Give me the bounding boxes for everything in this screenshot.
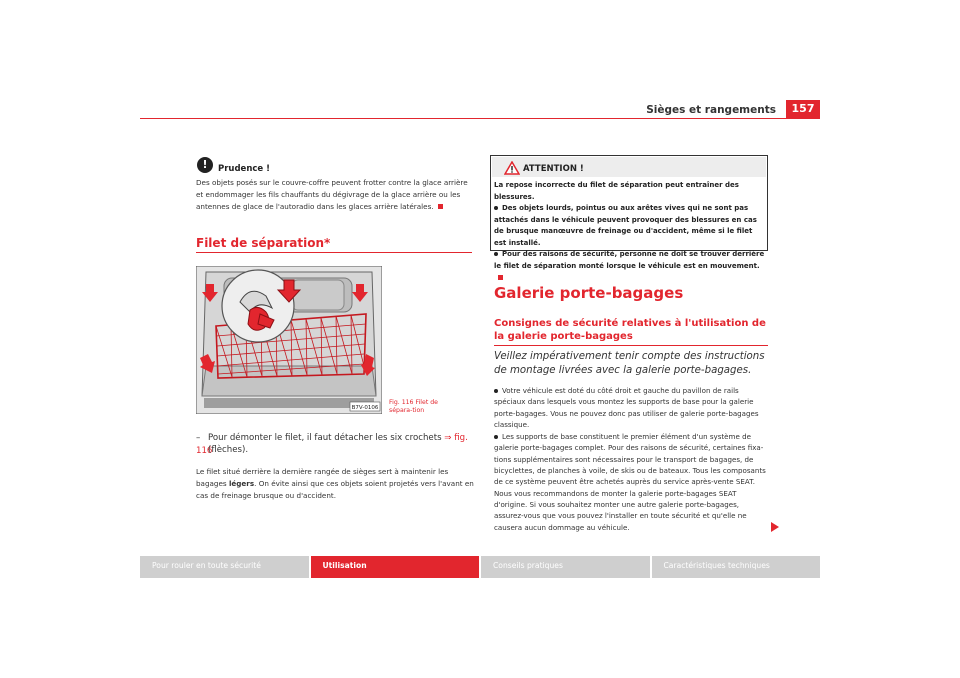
lead-paragraph: Veillez impérativement tenir compte des instructions de montage livrées avec la galerie porte-bagages.: [494, 351, 765, 376]
cargo-net-illustration: [196, 266, 382, 414]
footer-nav: [140, 556, 820, 578]
caution-icon: !: [197, 157, 213, 173]
warning-bullet-1: [494, 203, 766, 249]
bullet-icon: [494, 206, 498, 210]
caution-body: Des objets posés sur le couvre-coffre peuvent frotter contre la glace arrière et endommager les fils chauffants du dégivrage de la glace arrière ou les antennes de glace de l'autoradio dans les glaces arrière latérales.: [196, 178, 468, 211]
body-paragraph-1-text: Votre véhicule est doté du côté droit et gauche du pavillon de rails spéciaux dans lesquels vous montez les supports de base pour la galerie porte-bagages. Vous ne pouvez donc pas utiliser de galerie porte-bagages classique.: [494, 386, 759, 429]
figure-116: [196, 266, 382, 414]
body-paragraph-1: [494, 385, 770, 430]
warning-intro: La repose incorrecte du filet de séparation peut entraîner des blessures.: [494, 181, 739, 201]
caution-title: Prudence !: [218, 164, 271, 174]
end-mark-icon: [438, 204, 443, 209]
warning-triangle-icon: [504, 160, 520, 174]
note-text-2: . On évite ainsi que ces objets soient projetés vers l'avant en cas de freinage brusque ou d'accident.: [196, 478, 474, 500]
chapter-heading: Galerie porte-bagages: [494, 284, 684, 302]
warning-title: ATTENTION !: [523, 164, 584, 174]
figure-code: B7V-0106: [351, 405, 379, 411]
figure-link[interactable]: ⇒ fig. 116: [196, 433, 468, 456]
bullet-icon: [494, 435, 498, 439]
note-text-1: Le filet situé derrière la dernière rangée de sièges sert à maintenir les bagages: [196, 467, 449, 488]
tab-caracteristiques[interactable]: Caractéristiques techniques: [652, 556, 821, 578]
bullet-icon: [494, 389, 498, 393]
body-paragraph-2: [494, 431, 770, 533]
warning-bullet-1-text: Des objets lourds, pointus ou aux arêtes vives qui ne sont pas attachés dans le véhicule peuvent provoquer des blessures en cas de brusque manœuvre de freinage ou d'accident, même si le filet est installé.: [494, 204, 757, 247]
note-bold: légers: [228, 478, 255, 488]
warning-bullet-2-text: Pour des raisons de sécurité, personne ne doit se trouver derrière le filet de séparation monté lorsque le véhicule est en mouvement.: [494, 250, 765, 270]
body-paragraph-2-text: Les supports de base constituent le premier élément d'un système de galerie porte-bagages complet. Pour des raisons de sécurité, certaines fixa-tions supplémentaires sont nécessaires pour le transport de bagages, de bicyclettes, de planches à voile, de skis ou de bateaux. Tous les composants de ce système peuvent être achetés auprès du service après-vente SEAT. Nous vous recommandons de monter la galerie porte-bagages SEAT d'origine. Si vous souhaitez monter une autre galerie porte-bagages, assurez-vous que vous pouvez l'installer en toute sécurité et qu'elle ne causera aucun dommage au véhicule.: [494, 432, 766, 532]
end-mark-icon: [498, 275, 503, 280]
step-continuation: (flèches).: [208, 445, 249, 455]
next-page-arrow-icon[interactable]: [770, 518, 780, 530]
step-text: Pour démonter le filet, il faut détacher les six crochets: [208, 433, 445, 443]
body-text: [494, 385, 770, 534]
page-number: 157: [786, 100, 820, 118]
section-heading: Filet de séparation*: [196, 236, 331, 250]
tab-conseils[interactable]: Conseils pratiques: [481, 556, 650, 578]
header-rule: [140, 118, 820, 119]
figure-caption: Fig. 116 Filet de sépara-tion: [389, 399, 438, 414]
sub-heading-rule: [494, 345, 768, 346]
warning-bullet-2: [494, 249, 766, 284]
warning-text: [494, 180, 766, 284]
tab-securite[interactable]: Pour rouler en toute sécurité: [140, 556, 309, 578]
caution-text: [196, 177, 472, 212]
sub-heading: Consignes de sécurité relatives à l'utilisation de la galerie porte-bagages: [494, 318, 766, 342]
step-dash: –: [196, 433, 201, 443]
note-paragraph: [196, 466, 474, 501]
tab-utilisation[interactable]: Utilisation: [311, 556, 480, 578]
section-rule: [196, 252, 472, 253]
page-title: Sièges et rangements: [646, 104, 776, 116]
bullet-icon: [494, 252, 498, 256]
